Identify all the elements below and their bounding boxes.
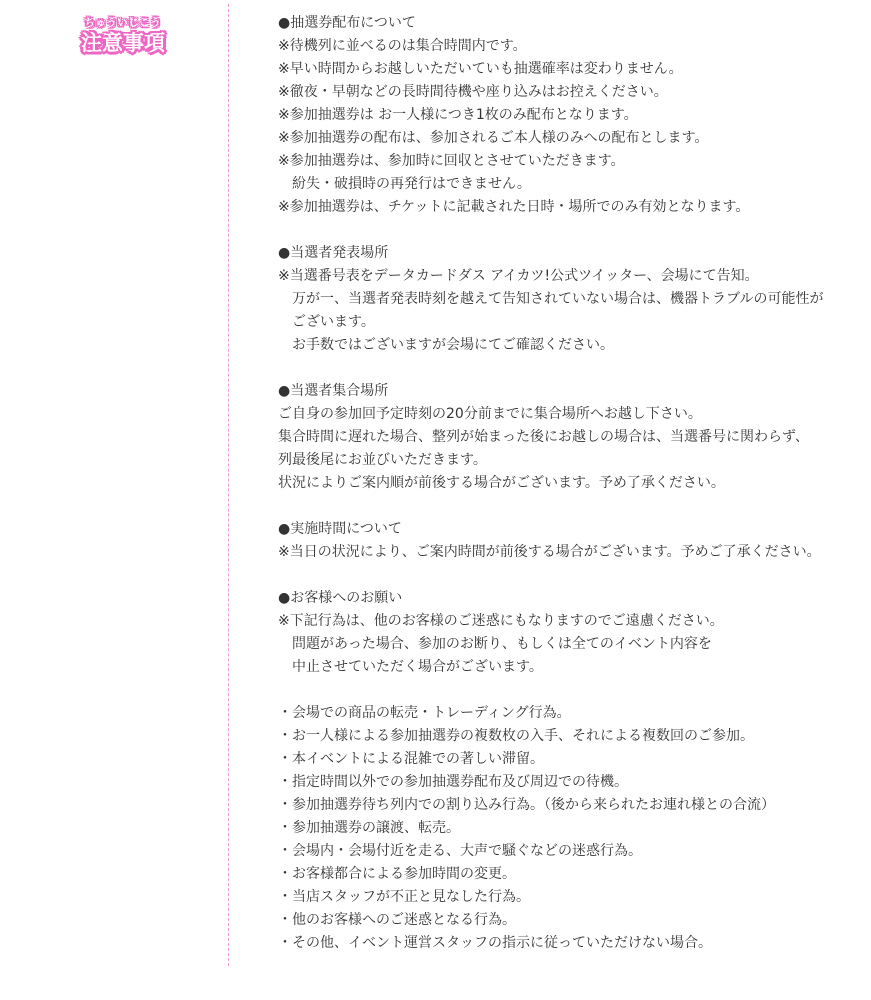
heading-title: 注意事項 <box>81 31 165 55</box>
note-line: ※下記行為は、他のお客様のご迷惑にもなりますのでご遠慮ください。 <box>278 613 724 629</box>
list-item: ・会場での商品の転売・トレーディング行為。 <box>278 705 571 721</box>
section-winner-gathering <box>278 380 858 495</box>
note-line: 中止させていただく場合がございます。 <box>292 659 543 675</box>
list-item: ・お一人様による参加抽選券の複数枚の入手、それによる複数回のご参加。 <box>278 728 754 744</box>
prohibited-acts-list <box>278 702 858 955</box>
list-item: ・他のお客様へのご迷惑となる行為。 <box>278 912 516 928</box>
section-title: ●当選者集合場所 <box>278 383 389 399</box>
note-line: ※早い時間からお越しいただいていも抽選確率は変わりません。 <box>278 61 683 77</box>
list-item: ・お客様都合による参加時間の変更。 <box>278 866 516 882</box>
note-line: 集合時間に遅れた場合、整列が始まった後にお越しの場合は、当選番号に関わらず、 <box>278 429 809 445</box>
list-item: ・本イベントによる混雑での著しい滞留。 <box>278 751 544 767</box>
note-line: 万が一、当選者発表時刻を越えて告知されていない場合は、機器トラブルの可能性が <box>292 291 824 307</box>
section-winner-announcement <box>278 242 858 357</box>
note-line: ※当日の状況により、ご案内時間が前後する場合がございます。予めご了承ください。 <box>278 544 821 560</box>
section-title: ●実施時間について <box>278 521 402 537</box>
note-line: 状況によりご案内順が前後する場合がございます。予め了承ください。 <box>278 475 725 491</box>
section-lottery-distribution <box>278 12 858 219</box>
list-item: ・当店スタッフが不正と見なした行為。 <box>278 889 530 905</box>
note-line: ※参加抽選券の配布は、参加されるご本人様のみへの配布とします。 <box>278 130 709 146</box>
note-line: ご自身の参加回予定時刻の20分前までに集合場所へお越し下さい。 <box>278 406 702 422</box>
note-line: ※徹夜・早朝などの長時間待機や座り込みはお控えください。 <box>278 84 668 100</box>
list-item: ・参加抽選券待ち列内での割り込み行為。（後から来られたお連れ様との合流） <box>278 797 775 813</box>
notes-heading-badge <box>74 18 172 62</box>
note-line: ※待機列に並べるのは集合時間内です。 <box>278 38 527 54</box>
section-event-time <box>278 518 858 564</box>
note-line: ございます。 <box>292 314 375 330</box>
note-line: 列最後尾にお並びいただきます。 <box>278 452 487 468</box>
dashed-divider <box>228 4 229 966</box>
notes-content <box>278 12 858 955</box>
note-line: ※当選番号表をデータカードダス アイカツ!公式ツイッター、会場にて告知。 <box>278 268 759 284</box>
note-line: ※参加抽選券は、参加時に回収とさせていただきます。 <box>278 153 625 169</box>
note-line: 問題があった場合、参加のお断り、もしくは全てのイベント内容を <box>292 636 712 652</box>
section-title: ●抽選券配布について <box>278 15 416 31</box>
list-item: ・その他、イベント運営スタッフの指示に従っていただけない場合。 <box>278 935 712 951</box>
list-item: ・会場内・会場付近を走る、大声で騒ぐなどの迷惑行為。 <box>278 843 642 859</box>
note-line: ※参加抽選券は、チケットに記載された日時・場所でのみ有効となります。 <box>278 199 750 215</box>
section-customer-requests <box>278 587 858 679</box>
section-title: ●当選者発表場所 <box>278 245 389 261</box>
note-line: お手数ではございますが会場にてご確認ください。 <box>292 337 614 353</box>
note-line: ※参加抽選券は お一人様につき1枚のみ配布となります。 <box>278 107 638 123</box>
list-item: ・参加抽選券の譲渡、転売。 <box>278 820 460 836</box>
note-line: 紛失・破損時の再発行はできません。 <box>292 176 531 192</box>
heading-ruby: ちゅういじこう <box>84 18 162 29</box>
section-title: ●お客様へのお願い <box>278 590 403 606</box>
list-item: ・指定時間以外での参加抽選券配布及び周辺での待機。 <box>278 774 628 790</box>
